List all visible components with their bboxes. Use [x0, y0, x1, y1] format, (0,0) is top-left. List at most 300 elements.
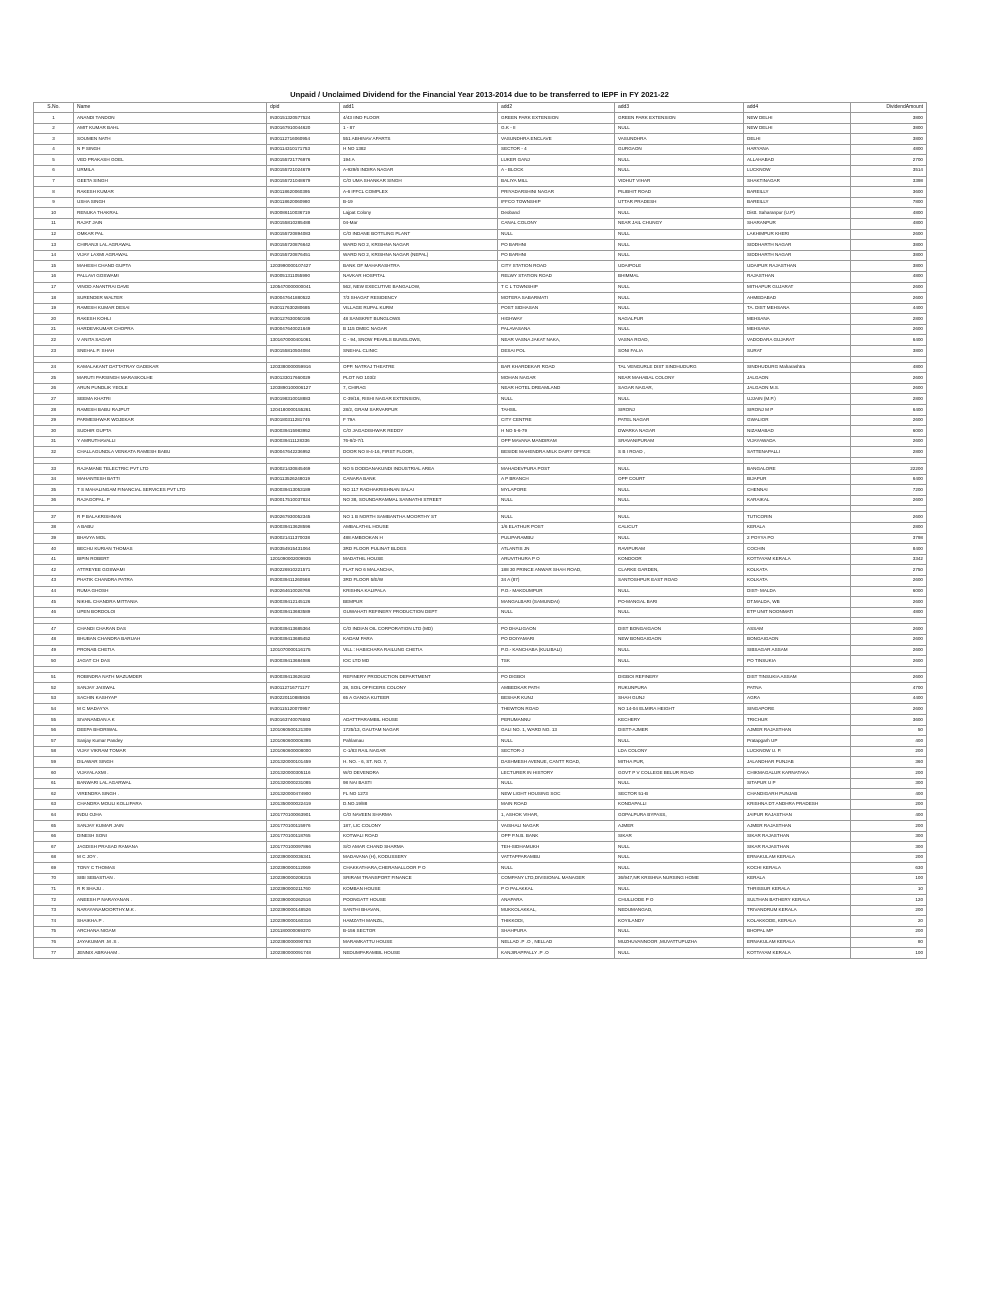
cell-add1: 488 AMBOOKAN H [340, 533, 498, 544]
cell-sno: 23 [34, 346, 74, 357]
cell-dividend-amount: 7200 [851, 485, 927, 496]
cell-name: A BABU [74, 522, 267, 533]
cell-add4: BONGAIGAON [744, 634, 851, 645]
cell-add4: SINDHUDURG Maharashtra [744, 362, 851, 373]
cell-add3: SIRONJ [615, 405, 744, 416]
cell-name: V ANITA SAGAR [74, 335, 267, 346]
cell-dividend-amount: 200 [851, 768, 927, 779]
cell-name: SIBI SEBASTIAN . [74, 873, 267, 884]
table-row [34, 725, 927, 736]
cell-name: PARMESHWAR WOJEKAR [74, 415, 267, 426]
cell-add1: B 115 DMEC NAGAR [340, 324, 498, 335]
cell-name: MAHESH CHAND GUPTA [74, 261, 267, 272]
cell-add2: T C L TOWNSHIP [498, 282, 615, 293]
cell-name: R R SHAJU . [74, 884, 267, 895]
cell-dividend-amount: 3600 [851, 187, 927, 198]
cell-add3: NULL [615, 533, 744, 544]
cell-name: VED PRAKASH GOEL [74, 155, 267, 166]
table-row [34, 208, 927, 219]
cell-add2: VATTAPPARAMBU [498, 852, 615, 863]
cell-add2: LECTURER IN HISTORY [498, 768, 615, 779]
cell-add3: VASUNDHRA [615, 134, 744, 145]
cell-sno: 33 [34, 464, 74, 475]
cell-add4: KOTTAYAM KERALA [744, 554, 851, 565]
cell-add2: NULL [498, 607, 615, 618]
table-row [34, 155, 927, 166]
cell-add4: BAREILLY [744, 197, 851, 208]
document-title: Unpaid / Unclaimed Dividend for the Financial Year 2013-2014 due to be transferred to IEPF in FY 2021-22 [290, 90, 669, 99]
cell-add1: BANK OF MAHARASHTRA [340, 261, 498, 272]
cell-name: BANWARI LAL AGARWAL [74, 778, 267, 789]
cell-dividend-amount: 2800 [851, 394, 927, 405]
table-row [34, 346, 927, 357]
cell-add4: BAREILLY [744, 187, 851, 198]
table-row [34, 597, 927, 608]
cell-sno: 53 [34, 693, 74, 704]
cell-add1: NO 5 DODDANAKUNDI INDUSTRIAL AREA [340, 464, 498, 475]
cell-sno: 16 [34, 271, 74, 282]
cell-add3: GOVT P V COLLEGE BELUR ROAD [615, 768, 744, 779]
cell-add4: ASSAM [744, 624, 851, 635]
cell-dpid: IN30047642236952 [267, 447, 340, 458]
cell-add3: NULL [615, 208, 744, 219]
cell-add2: P.O.- MAKDUMPUR [498, 586, 615, 597]
cell-name: MAHANTESH BATTI [74, 474, 267, 485]
cell-add2: MUKKOLAKKAL, [498, 905, 615, 916]
cell-dpid: IN30226910221571 [267, 565, 340, 576]
cell-add4: ERNAKULAM KERALA [744, 937, 851, 948]
cell-dpid: IN30017510037824 [267, 495, 340, 506]
cell-dpid: 1202390000208215 [267, 873, 340, 884]
cell-add3: NULL [615, 123, 744, 134]
cell-add2: Deoband [498, 208, 615, 219]
cell-add4: DT.MALDA, WB [744, 597, 851, 608]
cell-add4: ALLAHABAD [744, 155, 851, 166]
cell-add1: 3RD FLOOR 5/E/W [340, 575, 498, 586]
cell-add4: SHARANPUR [744, 218, 851, 229]
cell-dpid: IN30039413626182 [267, 672, 340, 683]
cell-add3: GURGAON [615, 144, 744, 155]
cell-dpid: IN30127630050195 [267, 314, 340, 325]
cell-dpid: 1201770100118765 [267, 831, 340, 842]
cell-add1: NO 117 RADHAKRISHNAN SALAI [340, 485, 498, 496]
cell-add3: NULL [615, 736, 744, 747]
cell-add4: BHOPAL MP [744, 926, 851, 937]
cell-add4: SIDDHARTH NAGAR [744, 240, 851, 251]
cell-add1 [340, 704, 498, 715]
cell-add3: NULL [615, 394, 744, 405]
cell-add4: MITHAPUR GUJARAT [744, 282, 851, 293]
cell-add2: NELLAD .P .O , NELLAD [498, 937, 615, 948]
cell-dpid: 1201060500121309 [267, 725, 340, 736]
cell-dividend-amount: 2600 [851, 645, 927, 656]
table-row [34, 586, 927, 597]
cell-add4: KOLAKKODE, KERALA [744, 916, 851, 927]
cell-dpid: 1202390000160316 [267, 916, 340, 927]
cell-dpid: IN30155720894083 [267, 229, 340, 240]
cell-add3: AJMER [615, 821, 744, 832]
cell-dpid: IN30117630280685 [267, 303, 340, 314]
cell-add3: NULL [615, 324, 744, 335]
cell-name: N P SINGH [74, 144, 267, 155]
cell-add3: NO 14-04 ELMIRA HEIGHT [615, 704, 744, 715]
cell-dpid: IN30133017660029 [267, 373, 340, 384]
cell-dpid: IN30039411260568 [267, 575, 340, 586]
cell-name: HARDEVKUMAR CHOPRA [74, 324, 267, 335]
cell-dividend-amount: 4400 [851, 693, 927, 704]
cell-add2: PULIPARAMBU [498, 533, 615, 544]
cell-dividend-amount: 360 [851, 757, 927, 768]
cell-name: JENNIX ABRAHAM . [74, 948, 267, 959]
table-row [34, 261, 927, 272]
cell-dividend-amount: 4800 [851, 208, 927, 219]
table-row [34, 905, 927, 916]
table-row [34, 362, 927, 373]
cell-add3: SHAH GUNJ [615, 693, 744, 704]
cell-dividend-amount: 2600 [851, 324, 927, 335]
table-row [34, 693, 927, 704]
cell-dpid: IN30155810504084 [267, 346, 340, 357]
table-row [34, 565, 927, 576]
cell-add2: NULL [498, 394, 615, 405]
cell-add4: SIDDHARTH NAGAR [744, 250, 851, 261]
cell-dpid: 1202380000090763 [267, 937, 340, 948]
cell-name: PRONAB CHETIA [74, 645, 267, 656]
table-row [34, 645, 927, 656]
cell-name: CHALLAGUNDLA VENKATA RAMESH BABU [74, 447, 267, 458]
cell-dividend-amount: 2800 [851, 314, 927, 325]
cell-sno: 40 [34, 544, 74, 555]
table-row [34, 474, 927, 485]
cell-sno: 49 [34, 645, 74, 656]
table-row [34, 123, 927, 134]
cell-sno: 64 [34, 810, 74, 821]
cell-add4: NIZAMABAD [744, 426, 851, 437]
cell-add2: ANAPARA [498, 895, 615, 906]
cell-dpid: 1201770100097866 [267, 842, 340, 853]
cell-dividend-amount: 3800 [851, 113, 927, 124]
cell-dividend-amount: 2600 [851, 383, 927, 394]
cell-add2: CITY CENTRE [498, 415, 615, 426]
cell-sno: 45 [34, 597, 74, 608]
cell-add4: AJMER RAJASTHAN [744, 725, 851, 736]
cell-add4: PATNA [744, 683, 851, 694]
cell-dividend-amount: 50 [851, 725, 927, 736]
cell-add2: TAHSIL [498, 405, 615, 416]
cell-dpid: IN30155720876642 [267, 240, 340, 251]
cell-dividend-amount: 6000 [851, 426, 927, 437]
cell-sno: 39 [34, 533, 74, 544]
cell-name: PHATIK CHANDRA PATRA [74, 575, 267, 586]
cell-dividend-amount: 2700 [851, 155, 927, 166]
cell-dpid: 1201060600008000 [267, 746, 340, 757]
cell-add2: BALIYA MILL [498, 176, 615, 187]
cell-add1: H NO 1382 [340, 144, 498, 155]
cell-dpid: 1203990000107427 [267, 261, 340, 272]
cell-sno: 4 [34, 144, 74, 155]
cell-add3: NULL [615, 926, 744, 937]
cell-dividend-amount: 200 [851, 746, 927, 757]
cell-dividend-amount: 3800 [851, 346, 927, 357]
cell-add3: NULL [615, 586, 744, 597]
cell-add3: NULL [615, 464, 744, 475]
cell-dividend-amount: 2800 [851, 447, 927, 458]
cell-sno: 42 [34, 565, 74, 576]
cell-add4: NEW DELHI [744, 113, 851, 124]
cell-sno: 77 [34, 948, 74, 959]
cell-add4: TA. DIST MEHSANA [744, 303, 851, 314]
cell-add2: PRIYADARSHINI NAGAR [498, 187, 615, 198]
cell-dpid: IN30163740076593 [267, 715, 340, 726]
cell-sno: 36 [34, 495, 74, 506]
cell-sno: 51 [34, 672, 74, 683]
cell-add1: C/O JAGADISHWAR REDDY [340, 426, 498, 437]
cell-add3: NULL [615, 863, 744, 874]
cell-add1: S/O AMAR CHAND SHARMA [340, 842, 498, 853]
cell-add1: SNEHAL CLINIC [340, 346, 498, 357]
cell-add1: 98 NAI BASTI [340, 778, 498, 789]
cell-add3: CALICUT [615, 522, 744, 533]
cell-sno: 31 [34, 436, 74, 447]
cell-add3: NULL [615, 165, 744, 176]
cell-dpid: IN30118620060980 [267, 197, 340, 208]
cell-name: BECHU KURIAN THOMAS [74, 544, 267, 555]
cell-add3: NULL [615, 842, 744, 853]
cell-add4: CHIKMAGALUR KARNATAKA [744, 768, 851, 779]
table-row [34, 575, 927, 586]
cell-add4: SITAPUR U P [744, 778, 851, 789]
cell-name: SIVANANDAN A K [74, 715, 267, 726]
cell-add2: PO BARHNI [498, 250, 615, 261]
cell-add3: BHIMMAL [615, 271, 744, 282]
table-row [34, 176, 927, 187]
cell-add2: MAIN ROAD [498, 799, 615, 810]
cell-dividend-amount: 2600 [851, 229, 927, 240]
cell-add4: KERALA [744, 873, 851, 884]
cell-add3: NULL [615, 884, 744, 895]
cell-add1: C - 94, SNOW PEARLS BUNGLOWS, [340, 335, 498, 346]
table-row [34, 821, 927, 832]
cell-name: AMIT KUMAR BAHL [74, 123, 267, 134]
table-row [34, 485, 927, 496]
cell-dpid: IN30155721776976 [267, 155, 340, 166]
cell-add1: 1 - 87 [340, 123, 498, 134]
cell-dividend-amount: 2600 [851, 624, 927, 635]
cell-add1: C-39/16, RISHI NAGAR EXTENSION, [340, 394, 498, 405]
cell-add2: SECTOR-J [498, 746, 615, 757]
table-row [34, 436, 927, 447]
cell-add2: AMBEDKAR PATH [498, 683, 615, 694]
cell-add1: SRIRAM TRANSPORT FINANCE [340, 873, 498, 884]
cell-add3: GOPALPURA BYPASS, [615, 810, 744, 821]
cell-add3: CHULLIODE P O [615, 895, 744, 906]
cell-dividend-amount: 2600 [851, 634, 927, 645]
cell-name: SNEHAL P. SHAH [74, 346, 267, 357]
cell-dividend-amount: 3800 [851, 250, 927, 261]
cell-dpid: 1202390000112069 [267, 863, 340, 874]
cell-dividend-amount: 4800 [851, 218, 927, 229]
cell-sno: 14 [34, 250, 74, 261]
cell-dividend-amount: 3600 [851, 715, 927, 726]
table-row [34, 842, 927, 853]
cell-name: RAMESH KUMAR DESAI [74, 303, 267, 314]
cell-name: USHA SINGH [74, 197, 267, 208]
cell-name: DINESH SONI [74, 831, 267, 842]
cell-add4: CHANDIGARH PUNJAB [744, 789, 851, 800]
cell-add3: NULL [615, 303, 744, 314]
cell-dpid: IN30039413685452 [267, 634, 340, 645]
header-add1: add1 [340, 103, 498, 113]
cell-dpid: IN30198310018883 [267, 394, 340, 405]
table-body [34, 113, 927, 959]
cell-add2: GALI NO. 1, WARD NO. 13 [498, 725, 615, 736]
cell-sno: 72 [34, 895, 74, 906]
cell-dpid: IN30051311055990 [267, 271, 340, 282]
cell-add2: OPP P.N.B. BANK [498, 831, 615, 842]
table-row [34, 683, 927, 694]
cell-sno: 62 [34, 789, 74, 800]
cell-add1: KRISHNA KALIPALA [340, 586, 498, 597]
cell-sno: 24 [34, 362, 74, 373]
cell-name: DILAWAR SINGH [74, 757, 267, 768]
cell-add2: THIKKODI, [498, 916, 615, 927]
cell-add4: SHAKTINAGAR [744, 176, 851, 187]
cell-add3: VIDHUT VIHAR [615, 176, 744, 187]
cell-add1: PLOT NO 103/2 [340, 373, 498, 384]
cell-dpid: 1201320000231085 [267, 778, 340, 789]
cell-sno: 30 [34, 426, 74, 437]
cell-dpid: IN30047640021649 [267, 324, 340, 335]
cell-add4: JALANDHAR PUNJAB [744, 757, 851, 768]
cell-add2: MANGALBARI (SAMUNDAI) [498, 597, 615, 608]
cell-sno: 12 [34, 229, 74, 240]
cell-add1: NO 38, SOUNDARAMMAL SANNATHI STREET [340, 495, 498, 506]
cell-dividend-amount: 6400 [851, 474, 927, 485]
cell-add2: 1, ASHOK VIHAR, [498, 810, 615, 821]
table-row [34, 715, 927, 726]
cell-dpid: IN30155720876451 [267, 250, 340, 261]
cell-dpid: IN30264610026766 [267, 586, 340, 597]
table-row [34, 873, 927, 884]
cell-sno: 52 [34, 683, 74, 694]
cell-dpid: 1201350000022419 [267, 799, 340, 810]
cell-add2: OPP MAVANA MANDIRAM [498, 436, 615, 447]
cell-add1: AMBALATHIL HOUSE [340, 522, 498, 533]
cell-add3: NULL [615, 645, 744, 656]
cell-add2: PO DOIYAMARI [498, 634, 615, 645]
cell-dpid: 1201180000069370 [267, 926, 340, 937]
cell-sno: 28 [34, 405, 74, 416]
cell-name: CHIRANJI LAL AGRAWAL [74, 240, 267, 251]
cell-add3: NULL [615, 485, 744, 496]
cell-add2: SECTOR - 4 [498, 144, 615, 155]
cell-dividend-amount: 200 [851, 799, 927, 810]
cell-name: ARCHANA NIGAM [74, 926, 267, 937]
cell-dividend-amount: 300 [851, 831, 927, 842]
cell-add3: NULL [615, 512, 744, 523]
table-row [34, 926, 927, 937]
cell-name: ANEESH P NARAYANAN . [74, 895, 267, 906]
cell-add1: KADAM PARA [340, 634, 498, 645]
cell-sno: 26 [34, 383, 74, 394]
cell-name: VIJAY VIKRAM TOMAR [74, 746, 267, 757]
cell-add1: 28/2, GRAM SARVARPUR [340, 405, 498, 416]
cell-name: Sanjay Kumar Pandey [74, 736, 267, 747]
cell-add2: 188 30 PRINCE ANWAR SHAH ROAD, [498, 565, 615, 576]
cell-add3: S B I ROAD , [615, 447, 744, 458]
cell-add4: SIKAR RAJASTHAN [744, 842, 851, 853]
cell-add1: Pahlamau [340, 736, 498, 747]
cell-add3: PILIBHIT ROAD [615, 187, 744, 198]
cell-dpid: IN30021411370038 [267, 533, 340, 544]
cell-add1: B-156 SECTOR [340, 926, 498, 937]
cell-add2: POST SIDHASAN [498, 303, 615, 314]
cell-dpid: 1202390000211760 [267, 884, 340, 895]
cell-add2: NEAR HOTEL DREAMLAND [498, 383, 615, 394]
cell-add2: SHAHPURA [498, 926, 615, 937]
cell-dpid: IN30039411128336 [267, 436, 340, 447]
cell-add4: KRISHNA DT ANDHRA PRADESH [744, 799, 851, 810]
cell-name: JAYAKUMAR .M .S . [74, 937, 267, 948]
cell-add1: H. NO. - 6, ST. NO. 7, [340, 757, 498, 768]
cell-add2: DESAI POL [498, 346, 615, 357]
cell-add4: BIJAPUR [744, 474, 851, 485]
cell-add1: MADAVANA (H), KODUSSERY [340, 852, 498, 863]
cell-dpid: IN30167910044620 [267, 123, 340, 134]
cell-name: M C JOY . [74, 852, 267, 863]
table-row [34, 512, 927, 523]
cell-add4: CHENNAI [744, 485, 851, 496]
cell-dpid: IN30155721048679 [267, 176, 340, 187]
cell-dividend-amount: 80 [851, 937, 927, 948]
table-row [34, 831, 927, 842]
cell-dividend-amount: 3514 [851, 165, 927, 176]
cell-sno: 5 [34, 155, 74, 166]
cell-name: ANANDI TANDON [74, 113, 267, 124]
table-row [34, 229, 927, 240]
cell-add1: GUWAHATI REFINERY PRODUCTION DEPT [340, 607, 498, 618]
cell-add2: PO BARHNI [498, 240, 615, 251]
table-row [34, 394, 927, 405]
cell-add1: C/O INDIAN OIL CORPORATION LTD (MD) [340, 624, 498, 635]
cell-dividend-amount: 3800 [851, 134, 927, 145]
cell-dividend-amount: 22200 [851, 464, 927, 475]
cell-dividend-amount: 3398 [851, 176, 927, 187]
cell-dpid: 1201320000101459 [267, 757, 340, 768]
cell-name: GEETA SINGH [74, 176, 267, 187]
cell-sno: 67 [34, 842, 74, 853]
cell-sno: 71 [34, 884, 74, 895]
cell-add4: LAKHIMPUR KHERI [744, 229, 851, 240]
table-row [34, 624, 927, 635]
cell-add1: 7, CHIRAG [340, 383, 498, 394]
cell-add3: NULL [615, 656, 744, 667]
cell-name: VIRENDRA SINGH . [74, 789, 267, 800]
cell-add4: VADODARA GUJARAT [744, 335, 851, 346]
cell-dividend-amount: 6000 [851, 586, 927, 597]
cell-add2: LUKER GANJ [498, 155, 615, 166]
cell-dividend-amount: 100 [851, 873, 927, 884]
cell-dpid: IN30155810285488 [267, 218, 340, 229]
cell-dpid: IN30039412145126 [267, 597, 340, 608]
cell-add2: DASHMESH AVENUE, CANTT ROAD, [498, 757, 615, 768]
cell-add1: 04-Mar [340, 218, 498, 229]
cell-add1: 562, NEW EXECUTIVE BANGALOW, [340, 282, 498, 293]
cell-add3: SECTOR 51-B [615, 789, 744, 800]
cell-add3: SIKAR [615, 831, 744, 842]
cell-dividend-amount: 200 [851, 905, 927, 916]
cell-add1: MARAMKATTU HOUSE [340, 937, 498, 948]
